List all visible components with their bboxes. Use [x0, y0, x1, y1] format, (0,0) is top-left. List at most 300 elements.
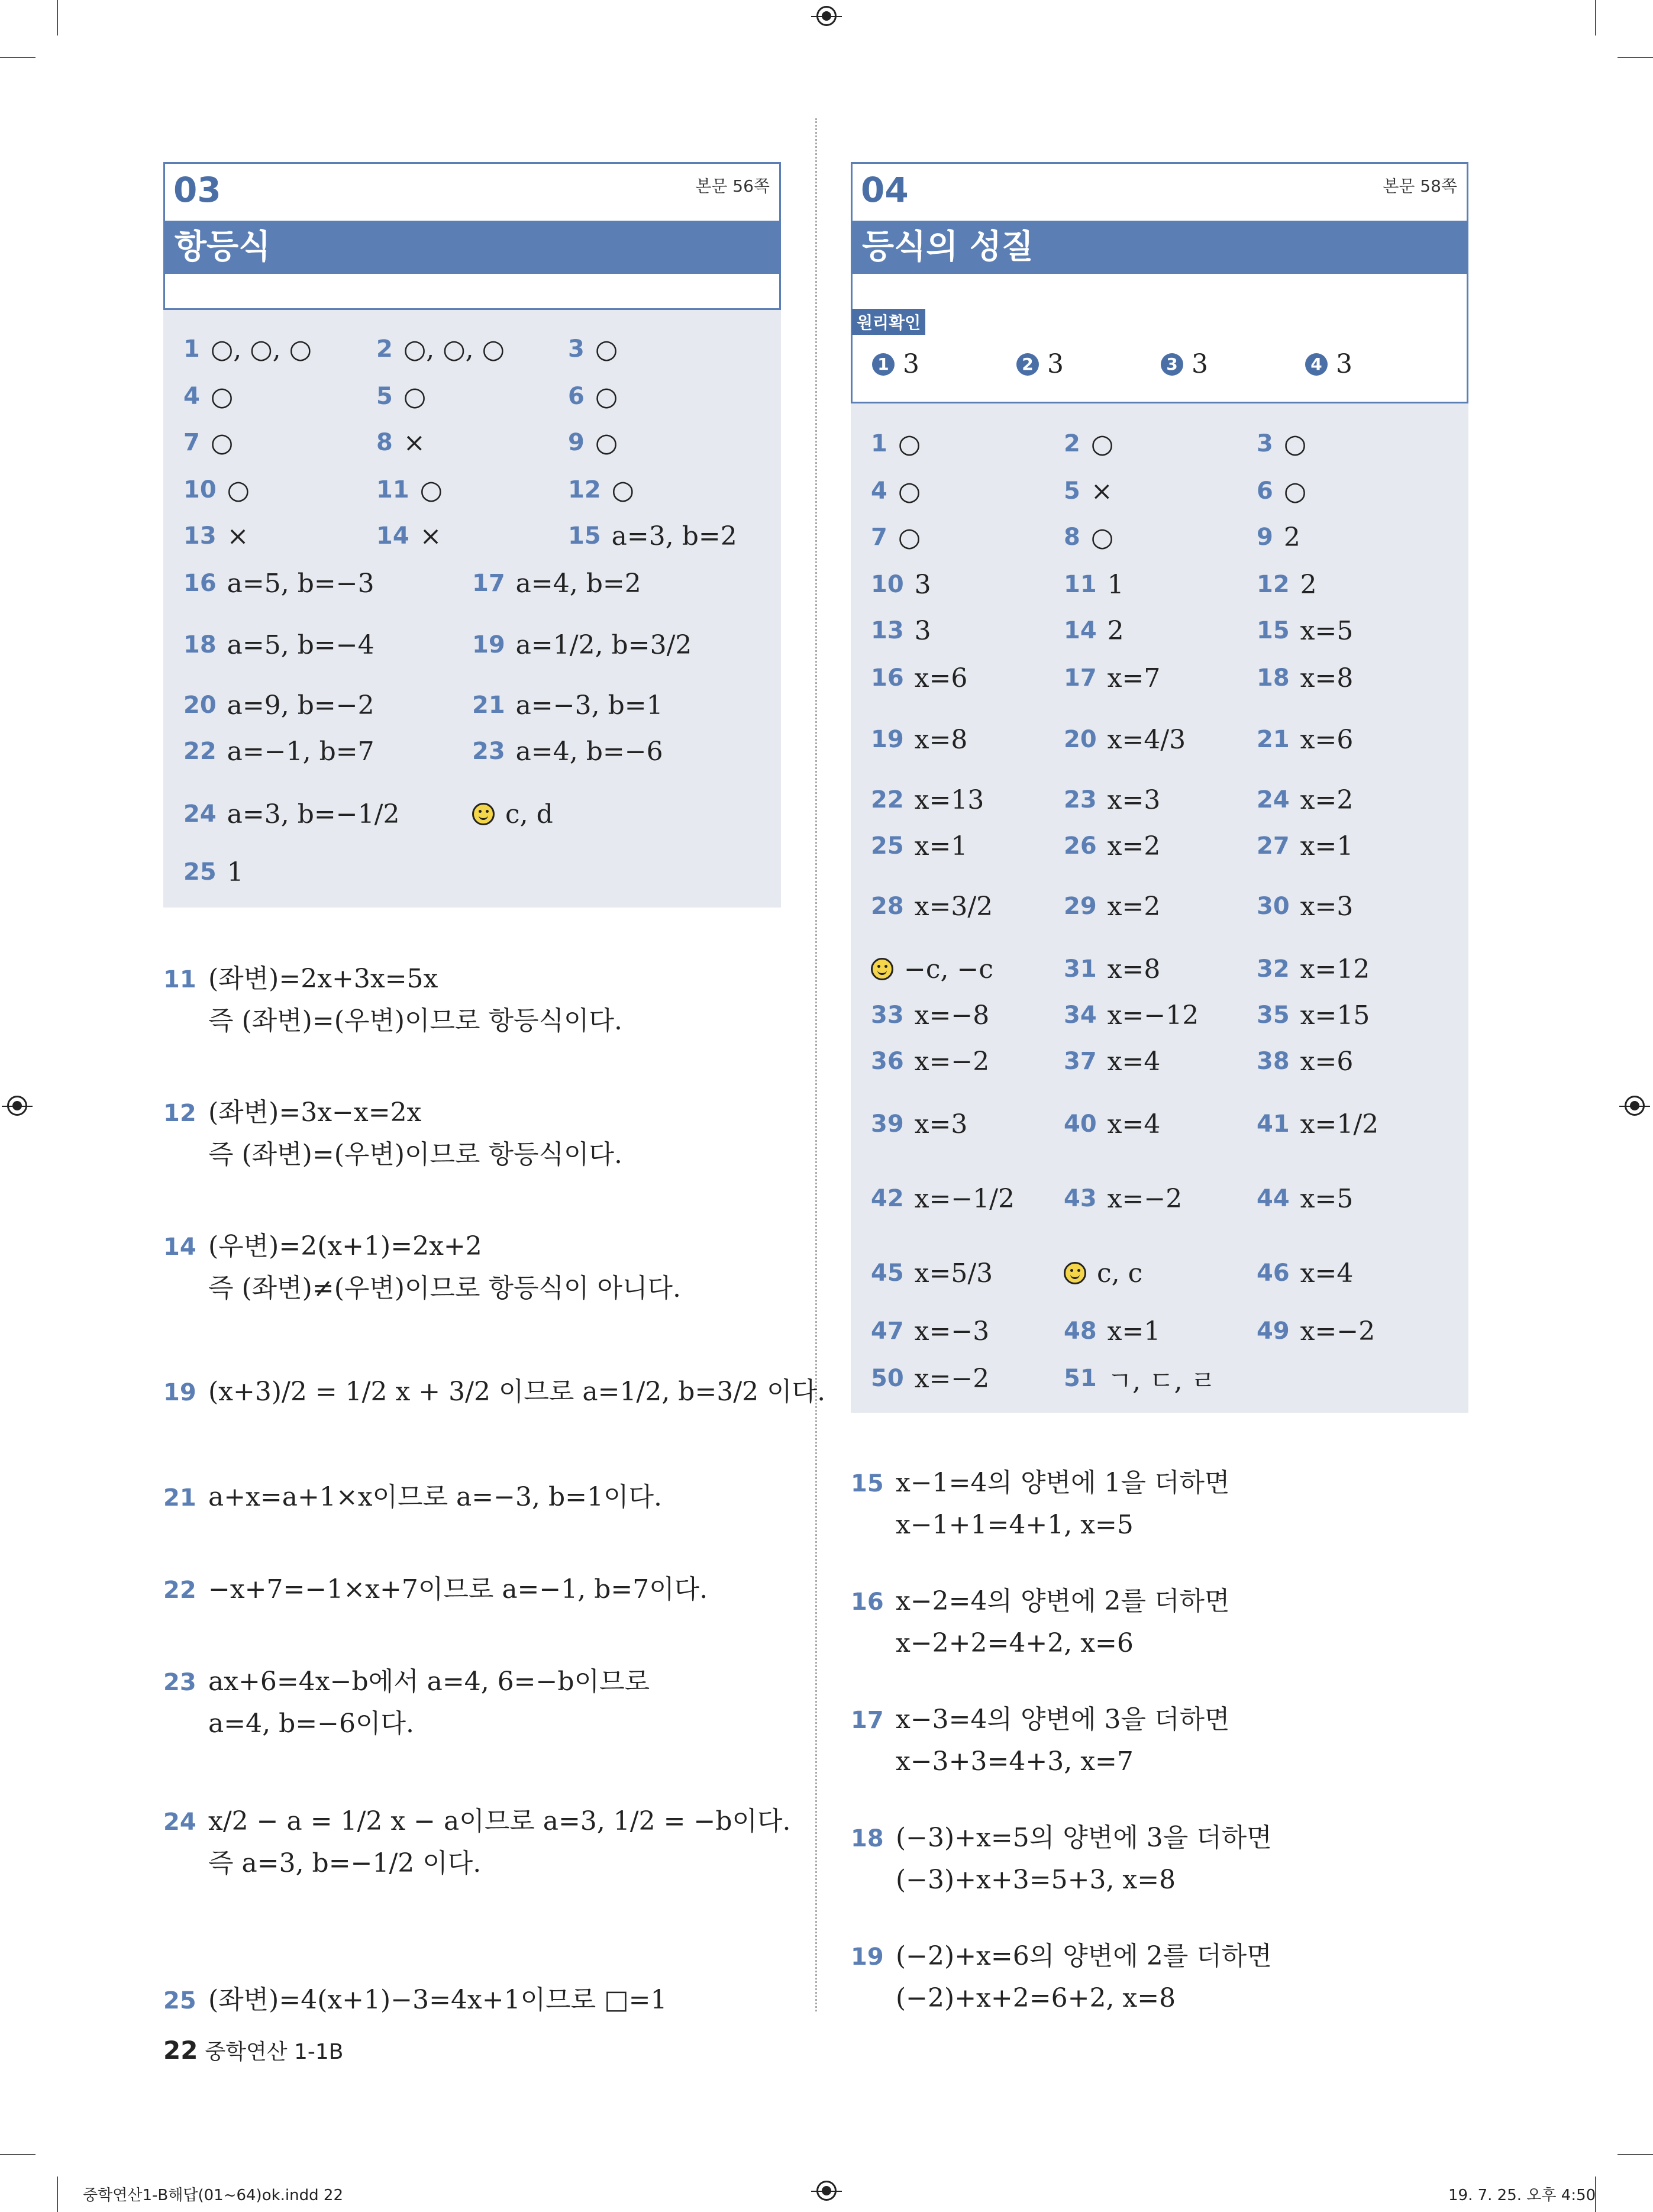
answer-item	[183, 854, 244, 890]
answer-item	[183, 331, 312, 367]
answer-value: ×	[403, 427, 425, 458]
answer-value: x=4/3	[1107, 724, 1186, 755]
answer-value: ○	[897, 522, 921, 553]
answer-item	[1064, 951, 1160, 987]
explanation-line: x/2 − a = 1/2 x − a이므로 a=3, 1/2 = −b이다.	[208, 1806, 791, 1836]
answer-value: x=13	[914, 784, 984, 815]
answer-number: 32	[1257, 955, 1290, 983]
answer-value: x=8	[914, 724, 968, 755]
answer-item	[183, 566, 374, 601]
answer-value: x=6	[1300, 1046, 1354, 1077]
answer-value: ○	[227, 474, 250, 505]
answer-value: x=−12	[1107, 1000, 1199, 1031]
answer-value: x=6	[1300, 724, 1354, 755]
answer-value: x=1	[1300, 831, 1354, 861]
explanation-line: (좌변)=3x−x=2x	[208, 1097, 422, 1128]
explanation-line: x−3=4의 양변에 3을 더하면	[896, 1704, 1230, 1735]
section-title: 항등식	[165, 221, 779, 274]
answer-value: x=12	[1300, 954, 1370, 984]
answer-value: 3	[914, 569, 931, 600]
answer-number: 21	[1257, 726, 1290, 753]
answer-number: 18	[1257, 664, 1290, 692]
answer-item	[871, 951, 993, 987]
answer-number: 51	[1064, 1365, 1097, 1392]
explanation-line: (−2)+x=6의 양변에 2를 더하면	[896, 1941, 1272, 1971]
principle-item	[1016, 349, 1064, 379]
answer-value: a=9, b=−2	[227, 690, 374, 721]
answer-value: ○	[210, 427, 234, 458]
answer-item	[871, 722, 967, 757]
answer-item	[183, 734, 374, 769]
answer-item	[1064, 782, 1160, 818]
answer-item	[568, 518, 737, 554]
answer-item	[1064, 519, 1113, 555]
explanation-item	[851, 1581, 1230, 1664]
answer-number: 10	[183, 476, 217, 503]
explanation-line: (좌변)=2x+3x=5x	[208, 964, 438, 994]
answer-value: ○	[897, 428, 921, 459]
explanation-number: 23	[163, 1669, 196, 1696]
answer-number: 25	[871, 832, 904, 860]
explanation-item	[163, 1801, 790, 1884]
answer-number: 9	[1257, 524, 1273, 551]
answer-item	[472, 566, 641, 601]
answer-item	[871, 613, 931, 648]
explanation-number: 21	[163, 1484, 196, 1512]
answer-number: 17	[472, 570, 505, 597]
answer-item	[871, 426, 921, 461]
answer-item	[1257, 951, 1370, 987]
crop-mark	[0, 2154, 35, 2155]
answer-number: 42	[871, 1185, 904, 1212]
answer-value: x=8	[1107, 954, 1161, 984]
answer-value: ○	[897, 476, 921, 506]
answer-number: 9	[568, 429, 585, 456]
answer-item	[183, 425, 233, 460]
answer-number: 21	[472, 692, 505, 719]
answer-value: 1	[227, 857, 244, 887]
answer-value: ×	[419, 521, 442, 551]
answer-value: x=8	[1300, 663, 1354, 693]
crop-mark	[1618, 2154, 1653, 2155]
file-slug: 중학연산1-B해답(01~64)ok.indd 22	[83, 2187, 343, 2204]
answer-value: x=2	[1107, 831, 1161, 861]
explanation-line: (우변)=2(x+1)=2x+2	[208, 1231, 482, 1261]
answer-item	[1064, 1361, 1216, 1396]
answer-item	[1064, 1106, 1160, 1142]
answer-item	[1064, 722, 1186, 757]
answer-item	[871, 1361, 989, 1396]
explanation-number: 12	[163, 1100, 196, 1127]
answer-number: 3	[1257, 430, 1273, 457]
page-footer	[163, 2035, 344, 2065]
answer-value: x=4	[1107, 1109, 1161, 1139]
answer-item	[1064, 567, 1124, 602]
explanation-item	[163, 958, 622, 1042]
principle-value: 3	[1336, 349, 1352, 379]
answer-number: 18	[183, 631, 217, 658]
answer-item	[1064, 828, 1160, 864]
answer-number: 2	[1064, 430, 1080, 457]
answer-number: 38	[1257, 1048, 1290, 1075]
smile-icon	[871, 958, 893, 980]
principle-label: 원리확인	[852, 309, 925, 335]
explanation-number: 25	[163, 1987, 196, 2014]
answer-number: 49	[1257, 1317, 1290, 1345]
answer-value: a=5, b=−3	[227, 568, 374, 599]
explanation-line: ax+6=4x−b에서 a=4, 6=−b이므로	[208, 1667, 650, 1697]
answer-value: x=4	[1107, 1046, 1161, 1077]
circled-number: 4	[1305, 353, 1328, 376]
explanation-line: (x+3)/2 = 1/2 x + 3/2 이므로 a=1/2, b=3/2 이다.	[208, 1377, 826, 1407]
answer-number: 2	[376, 335, 393, 363]
explanation-number: 14	[163, 1233, 196, 1261]
answer-item	[1257, 889, 1353, 924]
explanation-line: 즉 (좌변)=(우변)이므로 항등식이다.	[208, 1006, 623, 1036]
answer-value: a=4, b=−6	[515, 736, 663, 767]
answer-item	[1257, 1044, 1353, 1079]
answer-value: ○	[1283, 428, 1307, 459]
principle-value: 3	[903, 349, 919, 379]
answer-value: ㄱ, ㄷ, ㄹ	[1107, 1366, 1216, 1396]
answer-value: x=3	[914, 1109, 968, 1139]
answer-number: 23	[1064, 786, 1097, 813]
answer-value: a=−3, b=1	[515, 690, 663, 721]
answer-number: 12	[1257, 571, 1290, 598]
answer-number: 33	[871, 1002, 904, 1029]
answer-item	[472, 627, 692, 663]
answer-number: 17	[1064, 664, 1097, 692]
answer-value: ○	[210, 381, 234, 412]
answer-item	[1064, 1313, 1160, 1349]
answer-value: ○, ○, ○	[403, 334, 505, 364]
answer-item	[1257, 828, 1353, 864]
explanation-item	[851, 1462, 1230, 1546]
answer-value: x=−3	[914, 1316, 990, 1346]
answer-item	[1257, 473, 1306, 509]
answer-value: 2	[1300, 569, 1317, 600]
section-reference: 본문 56쪽	[695, 176, 770, 196]
answer-number: 46	[1257, 1260, 1290, 1287]
answer-item	[1257, 722, 1353, 757]
principle-value: 3	[1192, 349, 1208, 379]
answer-number: 34	[1064, 1002, 1097, 1029]
answer-item	[1257, 567, 1317, 602]
answer-value: x=1	[1107, 1316, 1161, 1346]
answer-number: 35	[1257, 1002, 1290, 1029]
principle-item	[1161, 349, 1208, 379]
answer-number: 3	[568, 335, 585, 363]
explanation-number: 22	[163, 1577, 196, 1604]
answer-number: 14	[1064, 617, 1097, 644]
answer-item	[1257, 997, 1370, 1033]
section-reference: 본문 58쪽	[1383, 176, 1457, 196]
answer-item	[871, 1181, 1015, 1216]
answer-number: 6	[568, 383, 585, 410]
section-header-03	[163, 162, 781, 310]
answer-item	[472, 687, 663, 723]
answer-value: 3	[914, 615, 931, 646]
answer-number: 20	[1064, 726, 1097, 753]
answer-value: a=3, b=−1/2	[227, 799, 400, 829]
answer-number: 6	[1257, 477, 1273, 505]
explanation-line: a+x=a+1×x이므로 a=−3, b=1이다.	[208, 1482, 663, 1512]
answer-item	[871, 828, 967, 864]
explanation-number: 19	[851, 1943, 884, 1971]
answer-value: ○, ○, ○	[210, 334, 312, 364]
answer-value: x=3	[1300, 891, 1354, 922]
answer-item	[183, 627, 374, 663]
answer-number: 40	[1064, 1110, 1097, 1138]
answer-item	[472, 734, 663, 769]
answer-value: a=4, b=2	[515, 568, 641, 599]
crop-mark	[57, 0, 58, 35]
answer-value: c, d	[505, 799, 553, 829]
answer-value: ○	[595, 381, 618, 412]
explanation-item	[851, 1817, 1272, 1901]
principle-item	[872, 349, 919, 379]
answer-value: ○	[419, 474, 443, 505]
explanation-line: 즉 a=3, b=−1/2 이다.	[208, 1848, 482, 1878]
answer-value: x=−2	[1300, 1316, 1376, 1346]
answer-item	[1257, 1181, 1353, 1216]
answer-number: 4	[183, 383, 200, 410]
explanation-line: x−2=4의 양변에 2를 더하면	[896, 1586, 1230, 1616]
answer-item	[1064, 1044, 1160, 1079]
answer-value: ○	[595, 427, 618, 458]
explanation-item	[851, 1936, 1272, 2019]
explanation-line: (−2)+x+2=6+2, x=8	[896, 1983, 1176, 2013]
answer-number: 11	[376, 476, 409, 503]
answer-number: 15	[1257, 617, 1290, 644]
answer-value: 2	[1283, 522, 1300, 553]
answer-number: 45	[871, 1260, 904, 1287]
smile-icon	[1064, 1262, 1086, 1284]
answer-number: 28	[871, 893, 904, 920]
explanation-item	[163, 1226, 681, 1309]
answer-item	[1257, 1313, 1375, 1349]
explanation-line: 즉 (좌변)=(우변)이므로 항등식이다.	[208, 1139, 623, 1170]
registration-mark-icon	[1625, 1096, 1645, 1116]
answer-number: 7	[871, 524, 887, 551]
answer-value: x=3/2	[914, 891, 993, 922]
answer-number: 22	[183, 738, 217, 765]
explanation-line: x−1+1=4+1, x=5	[896, 1510, 1134, 1540]
answer-item	[871, 519, 921, 555]
explanation-item	[163, 1092, 622, 1176]
section-number: 04	[861, 170, 909, 210]
answer-number: 15	[568, 522, 601, 550]
answer-item	[1257, 1106, 1378, 1142]
answer-item	[183, 472, 250, 508]
registration-mark-icon	[816, 2181, 837, 2201]
explanation-line: 즉 (좌변)≠(우변)이므로 항등식이 아니다.	[208, 1273, 682, 1303]
answer-value: x=−2	[914, 1046, 990, 1077]
answer-item	[871, 473, 921, 509]
crop-mark	[0, 57, 35, 58]
answer-value: x=5/3	[914, 1258, 993, 1289]
answer-number: 13	[871, 617, 904, 644]
answer-item	[376, 472, 443, 508]
answer-item	[183, 687, 374, 723]
explanation-number: 24	[163, 1809, 196, 1836]
answer-value: a=−1, b=7	[227, 736, 374, 767]
answer-item	[871, 567, 931, 602]
answer-value: x=2	[1107, 891, 1161, 922]
answer-item	[183, 518, 249, 554]
principle-value: 3	[1047, 349, 1064, 379]
answer-number: 23	[472, 738, 505, 765]
answer-number: 37	[1064, 1048, 1097, 1075]
answer-value: x=5	[1300, 1183, 1354, 1214]
answer-number: 5	[1064, 477, 1080, 505]
explanation-number: 16	[851, 1588, 884, 1616]
answer-value: a=1/2, b=3/2	[515, 629, 692, 660]
answer-item	[871, 1313, 989, 1349]
page-number: 22	[163, 2036, 198, 2065]
answer-item	[1257, 426, 1306, 461]
answer-item	[1064, 1255, 1142, 1291]
answer-item	[871, 782, 984, 818]
explanation-number: 17	[851, 1707, 884, 1734]
answer-number: 50	[871, 1365, 904, 1392]
answer-value: ○	[403, 381, 427, 412]
answer-number: 1	[871, 430, 887, 457]
explanation-line: a=4, b=−6이다.	[208, 1709, 414, 1739]
answer-number: 13	[183, 522, 217, 550]
answer-value: x=15	[1300, 1000, 1370, 1031]
answer-value: x=2	[1300, 784, 1354, 815]
answer-number: 26	[1064, 832, 1097, 860]
section-header-04	[851, 162, 1468, 403]
answer-value: x=−2	[1107, 1183, 1183, 1214]
answer-item	[568, 472, 634, 508]
answer-number: 47	[871, 1317, 904, 1345]
answer-item	[1064, 426, 1113, 461]
answer-number: 24	[1257, 786, 1290, 813]
answer-number: 16	[871, 664, 904, 692]
crop-mark	[1595, 0, 1596, 35]
answer-value: ○	[611, 474, 635, 505]
registration-mark-icon	[816, 6, 837, 26]
answer-number: 44	[1257, 1185, 1290, 1212]
explanation-line: x−1=4의 양변에 1을 더하면	[896, 1468, 1230, 1498]
answer-number: 29	[1064, 893, 1097, 920]
answer-item	[1064, 613, 1124, 648]
answer-number: 20	[183, 692, 217, 719]
answer-number: 39	[871, 1110, 904, 1138]
answer-value: ○	[1090, 522, 1114, 553]
answer-number: 30	[1257, 893, 1290, 920]
answer-value: ○	[1283, 476, 1307, 506]
answer-number: 7	[183, 429, 200, 456]
answer-value: a=3, b=2	[611, 521, 737, 551]
circled-number: 2	[1016, 353, 1039, 376]
answer-value: ○	[1090, 428, 1114, 459]
answer-number: 31	[1064, 955, 1097, 983]
answer-item	[1257, 1255, 1353, 1291]
explanation-item	[163, 1569, 708, 1611]
answer-number: 5	[376, 383, 393, 410]
principle-item	[1305, 349, 1352, 379]
answer-item	[376, 379, 426, 414]
explanation-line: x−3+3=4+3, x=7	[896, 1746, 1134, 1777]
smile-icon	[472, 803, 495, 825]
registration-mark-icon	[7, 1096, 27, 1116]
answer-number: 24	[183, 800, 217, 828]
answer-value: 1	[1107, 569, 1124, 600]
explanation-number: 11	[163, 966, 196, 993]
answer-number: 22	[871, 786, 904, 813]
answer-number: 8	[376, 429, 393, 456]
answer-item	[183, 379, 233, 414]
answer-item	[1064, 473, 1113, 509]
answer-item	[376, 331, 505, 367]
explanation-line: (좌변)=4(x+1)−3=4x+1이므로 □=1	[208, 1985, 667, 2015]
answer-value: x=4	[1300, 1258, 1354, 1289]
answer-value: x=3	[1107, 784, 1161, 815]
answer-item	[472, 796, 553, 832]
explanation-line: −x+7=−1×x+7이므로 a=−1, b=7이다.	[208, 1574, 708, 1604]
answer-number: 4	[871, 477, 887, 505]
answer-number: 25	[183, 858, 217, 886]
answer-item	[568, 425, 618, 460]
explanation-number: 19	[163, 1379, 196, 1406]
answer-item	[871, 997, 989, 1033]
crop-mark	[57, 2177, 58, 2212]
answer-value: ×	[227, 521, 249, 551]
answer-value: ×	[1090, 476, 1113, 506]
answer-number: 36	[871, 1048, 904, 1075]
crop-mark	[1618, 57, 1653, 58]
answer-item	[871, 660, 967, 696]
explanation-item	[163, 1477, 662, 1519]
circled-number: 3	[1161, 353, 1183, 376]
answer-item	[1064, 889, 1160, 924]
answer-item	[1257, 613, 1353, 648]
answer-item	[871, 889, 993, 924]
answer-item	[1064, 660, 1160, 696]
answer-value: c, c	[1097, 1258, 1143, 1289]
explanation-item	[163, 1661, 650, 1745]
answer-number: 19	[871, 726, 904, 753]
answer-item	[376, 518, 442, 554]
section-title: 등식의 성질	[853, 221, 1467, 274]
section-number: 03	[173, 170, 221, 210]
explanation-item	[163, 1980, 667, 2022]
answer-number: 16	[183, 570, 217, 597]
answer-item	[376, 425, 425, 460]
answer-number: 10	[871, 571, 904, 598]
answer-number: 41	[1257, 1110, 1290, 1138]
answer-item	[1257, 660, 1353, 696]
answer-number: 43	[1064, 1185, 1097, 1212]
circled-number: 1	[872, 353, 895, 376]
explanation-line: x−2+2=4+2, x=6	[896, 1628, 1134, 1658]
answer-number: 14	[376, 522, 409, 550]
answer-item	[183, 796, 399, 832]
answer-number: 48	[1064, 1317, 1097, 1345]
answer-value: 2	[1107, 615, 1124, 646]
answer-value: −c, −c	[904, 954, 993, 984]
date-slug: 19. 7. 25. 오후 4:50	[1448, 2187, 1596, 2204]
answer-item	[871, 1044, 989, 1079]
answer-value: x=7	[1107, 663, 1161, 693]
answer-number: 11	[1064, 571, 1097, 598]
answer-number: 27	[1257, 832, 1290, 860]
answer-number: 1	[183, 335, 200, 363]
explanation-item	[851, 1699, 1230, 1782]
